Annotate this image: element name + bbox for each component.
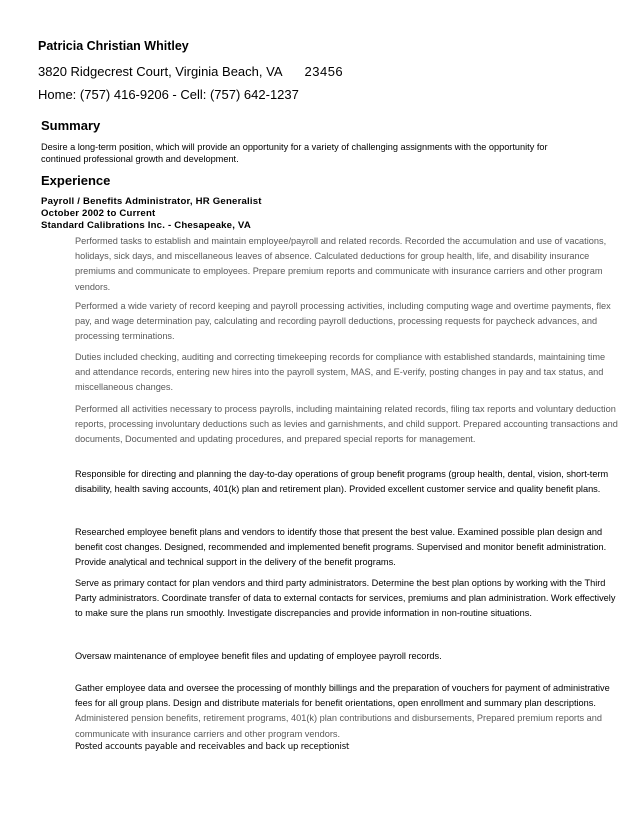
- zip-code: 23456: [304, 64, 344, 79]
- phone-line: Home: (757) 416-9206 - Cell: (757) 642-1237: [38, 87, 299, 102]
- paragraph-main-text: Gather employee data and oversee the processing of monthly billings and the preparation of vouchers for payment of administrative fees for all group plans. Design and distribute materials for benefit orientations, open enrollment and summary plan descriptions.: [75, 683, 610, 709]
- experience-paragraph: Performed tasks to establish and maintain employee/payroll and related records. Recorded the accumulation and use of vacations, holidays, sick days, and miscellaneous leaves of absence. Calculated deductions for group health, life, and disability insurance premiums and communicate to employees. Prepare premium reports and communicate with insurance carriers and other program vendors.: [75, 236, 607, 292]
- experience-paragraph: Responsible for directing and planning the day-to-day operations of group benefit programs (group health, dental, vision, short-term disability, health saving accounts, 401(k) plan and retirement plan). Provided excellent customer service and quality benefit plans.: [75, 469, 609, 495]
- employer: Standard Calibrations Inc. - Chesapeake, VA: [41, 220, 251, 231]
- summary-text: Desire a long-term position, which will provide an opportunity for a variety of challenging assignments with the opportunity for continued professional growth and development.: [41, 142, 548, 164]
- experience-paragraph: Performed a wide variety of record keeping and payroll processing activities, including computing wage and overtime payments, flex pay, and wage determination pay, calculating and recording payroll deductions, processing requests for paycheck advances, and processing terminations.: [75, 301, 611, 342]
- last-duty-line: Posted accounts payable and receivables and back up receptionist: [75, 742, 350, 752]
- experience-paragraph: Researched employee benefit plans and vendors to identify those that present the best value. Examined possible plan design and benefit cost changes. Designed, recommended and implemented benefit programs. Supervised and monitor benefit administration. Provide analytical and technical support in the delivery of the benefit programs.: [75, 527, 607, 568]
- address-line: [38, 64, 343, 79]
- paragraph-grey-text: Administered pension benefits, retirement programs, 401(k) plan contributions and disbursements, Prepared premium reports and communicate with insurance carriers and other program vendors.: [75, 713, 603, 739]
- experience-heading: Experience: [41, 173, 111, 188]
- candidate-name: Patricia Christian Whitley: [38, 39, 189, 53]
- summary-heading: Summary: [41, 118, 101, 133]
- experience-paragraph: Performed all activities necessary to process payrolls, including maintaining related records, filing tax reports and voluntary deduction reports, processing involuntary deductions such as levies and garnishments, and child support. Prepared accounting transactions and documents, Documented and updating procedures, and prepared special reports for management.: [75, 404, 618, 445]
- job-dates: October 2002 to Current: [41, 208, 156, 219]
- street-address: 3820 Ridgecrest Court, Virginia Beach, VA: [38, 64, 283, 79]
- experience-paragraph: Oversaw maintenance of employee benefit files and updating of employee payroll records.: [75, 651, 442, 661]
- experience-paragraph: Duties included checking, auditing and correcting timekeeping records for compliance with established standards, maintaining time and attendance records, entering new hires into the payroll system, MAS, and E-verify, posting changes in pay and tax status, and miscellaneous changes.: [75, 352, 606, 393]
- experience-paragraph: Serve as primary contact for plan vendors and third party administrators. Determine the best plan options by working with the Third Party administrators. Coordinate transfer of data to external contacts for services, premiums and plan administration. Work effectively to make sure the plans run smoothly. Investigate discrepancies and provide information in non-routine situations.: [75, 578, 616, 619]
- job-title: Payroll / Benefits Administrator, HR Generalist: [41, 196, 262, 207]
- experience-paragraph: [75, 681, 620, 742]
